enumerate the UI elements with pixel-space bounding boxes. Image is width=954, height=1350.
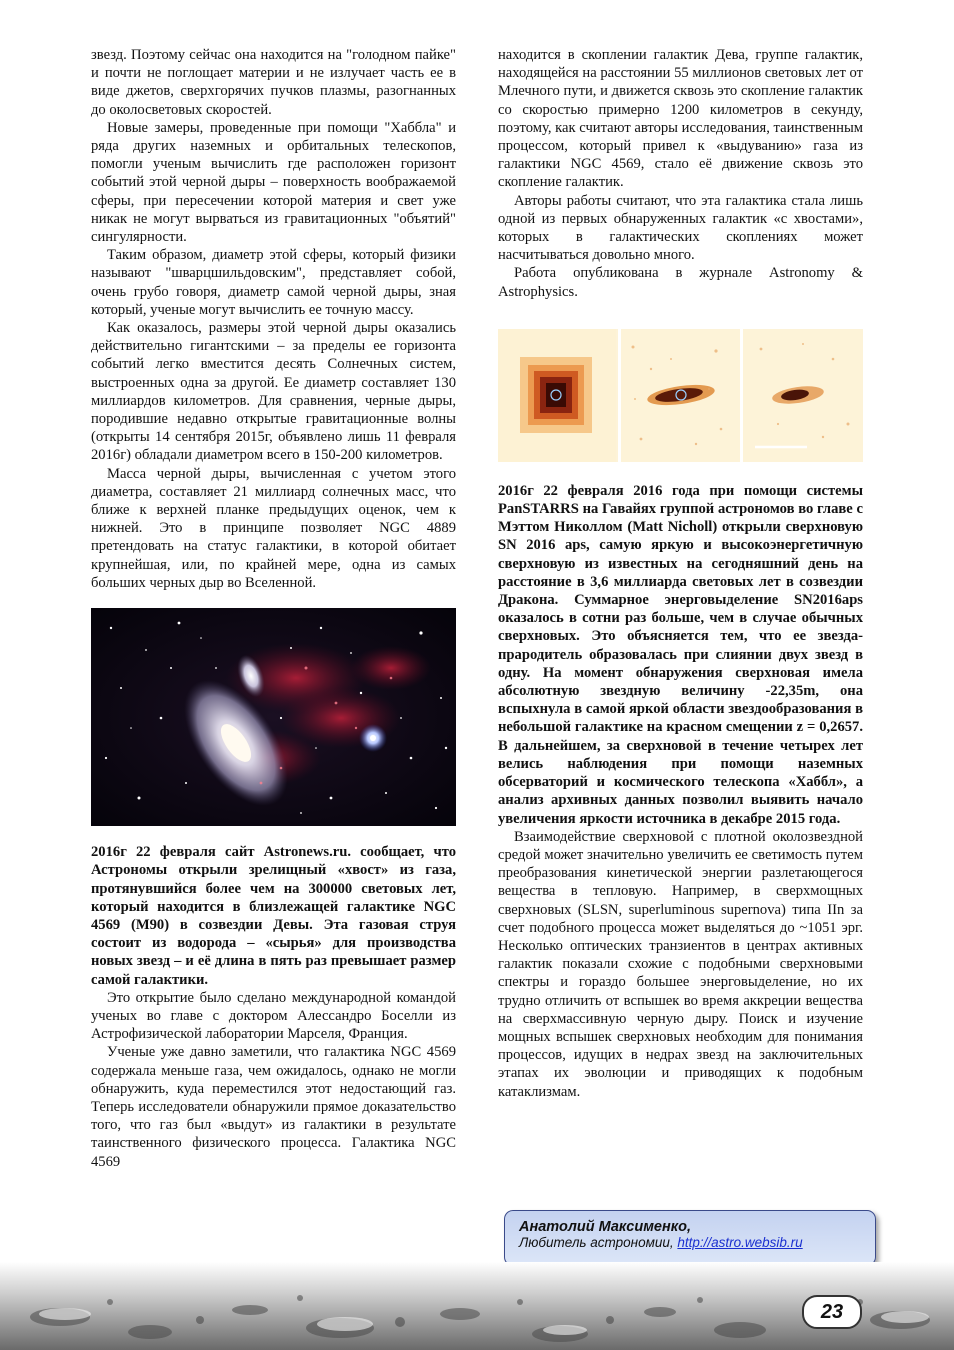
right-column	[498, 46, 863, 1101]
paragraph: Ученые уже давно заметили, что галактика NGC 4569 содержала меньше газа, чем ожидалось, однако не могли обнаружить, куда переместился этот недостающий газ. Теперь исследователи обнаружили прямое доказательство того, что газ был «выдут» из галактики в результате таинственного физического процесса. Галактика NGC 4569	[91, 1044, 456, 1170]
paragraph: находится в скоплении галактик Дева, группе галактик, находящейся на расстоянии 55 миллионов световых лет от Млечного пути, и движется сквозь это скопление галактик со скоростью примерно 1200 километров в секунду, поэтому, как считают авторы исследования, таинственным процессом, который привел к «выдуванию» газа из галактики NGC 4569, стало её движение сквозь это скопление галактик.	[498, 47, 863, 191]
supernova-panel-pixelated	[498, 329, 618, 462]
paragraph: Это открытие было сделано международной командой ученых во главе с доктором Алессандро Боселли из Астрофизической лаборатории Марселя, Франция.	[91, 989, 456, 1043]
residual-image	[743, 329, 861, 462]
author-name: Анатолий Максименко,	[519, 1219, 691, 1235]
galaxy-ngc4569-photo	[91, 608, 456, 826]
paragraph: Работа опубликована в журнале Astronomy & Astrophysics.	[498, 265, 863, 300]
supernova-sn2016aps-images	[498, 329, 863, 462]
host-galaxy-image	[621, 329, 739, 462]
paragraph: звезд. Поэтому сейчас она находится на "голодном пайке" и почти не поглощает материи и не излучает часть ее в виде джетов, сверхгорячих пучков плазмы, разогнанных до околосветовых скоростей.	[91, 47, 456, 118]
news-item-ngc4569: 2016г 22 февраля сайт Astronews.ru. сообщает, что Астрономы открыли зрелищный «хвост» из газа, протянувшийся более чем на 300000 световых лет, который находится в близлежащей галактике NGC 4569 (M90) в созвездии Девы. Эта газовая струя состоит из водорода – «сырья» для производства новых звезд – и её длина в пять раз превышает размер самой галактики.	[91, 844, 456, 988]
left-column	[91, 46, 456, 1171]
supernova-pixel-image	[498, 329, 616, 462]
page-number: 23	[802, 1295, 862, 1329]
paragraph: Таким образом, диаметр этой сферы, который физики называют "шварцшильдовским", представляет собой, очень грубо говоря, диаметр самой черной дыры, зная который, ученые могут вычислить ее точную массу.	[91, 247, 456, 318]
paragraph: Взаимодействие сверхновой с плотной околозвездной средой может значительно увеличить ее светимость путем преобразования кинетической энергии разлетающегося вещества в тепловую. Например, в сверхмощных сверхновых (SLSN, superluminous supernova) типа IIn за счет подобного процесса может выделяться до ~1051 эрг. Несколько оптических транзиентов в центрах активных галактик показали схожие с подобными сверхновыми спектры и гораздо большее энерговыделение, но их трудно отличить от вспышек во время аккреции вещества на сверхмассивную черную дыру. Поиск и изучение мощных вспышек сверхновых необходим для понимания процессов, идущих в недрах звезд на заключительных этапах их эволюции и приводящих к подобным катаклизмам.	[498, 828, 863, 1100]
galaxy-illustration	[91, 608, 456, 826]
supernova-panel-host-galaxy	[621, 329, 741, 462]
author-role: Любитель астрономии,	[519, 1235, 674, 1250]
paragraph: Авторы работы считают, что эта галактика стала лишь одной из первых обнаруженных галактик «с хвостами», которых в галактических скоплениях может насчитываться довольно много.	[498, 192, 863, 264]
paragraph: Как оказалось, размеры этой черной дыры оказались действительно гигантскими – за пределы ее горизонта событий легко вместится десять Солнечных систем, выстроенных одна за другой. Ее диаметр составляет 130 миллиардов километров. Для сравнения, черные дыры, породившие недавно открытые гравитационные волны (открыты 14 сентября 2015г, объявлено лишь 11 февраля 2016г) обладали диаметром всего в 150-200 километров.	[91, 320, 456, 464]
author-signature-box	[504, 1210, 876, 1266]
paragraph: Масса черной дыры, вычисленная с учетом этого диаметра, составляет 21 миллиард солнечных масс, что ближе к верхней планке предыдущих оценок, чем к нижней. Это в принципе позволяет NGC 4889 претендовать на статус галактики, в которой обитает крупнейшая, или, по крайней мере, одна из самых больших черных дыр во Вселенной.	[91, 465, 456, 591]
supernova-panel-residual	[743, 329, 863, 462]
paragraph: Новые замеры, проведенные при помощи "Хаббла" и ряда других наземных и орбитальных телескопов, помогли ученым вычислить где расположен горизонт событий этой черной дыры – поверхность воображаемой сферы, при пересечении которой материя и свет уже никак не могут вырваться из гравитационных "объятий" сингулярности.	[91, 119, 456, 246]
author-website-link[interactable]: http://astro.websib.ru	[677, 1235, 803, 1250]
news-item-sn2016aps: 2016г 22 февраля 2016 года при помощи системы PanSTARRS на Гавайях группой астрономов во главе с Мэттом Николлом (Matt Nicholl) открыли сверхновую SN 2016 aps, самую яркую и высокоэнергетичную сверхновую из известных на сегодняшний день на расстояние в 3,6 миллиарда световых лет в созвездии Дракона. Суммарное энерговыделение SN2016aps оказалось в сотни раз больше, чем в случае обычных сверхновых. Это объясняется тем, что ее звезда-прародитель образовалась при слиянии двух звезд в одну. На момент обнаружения сверхновая имела абсолютную звездную величину -22,35m, она вспыхнула в самой яркой области звездообразования в небольшой галактике на красном смещении z = 0,2657. В дальнейшем, за сверхновой в течение четырех лет велись наблюдения при помощи наземных обсерваторий и космического телескопа «Хаббл», а анализ архивных данных позволил выявить начало увеличения яркости источника в декабре 2015 года.	[498, 482, 863, 827]
